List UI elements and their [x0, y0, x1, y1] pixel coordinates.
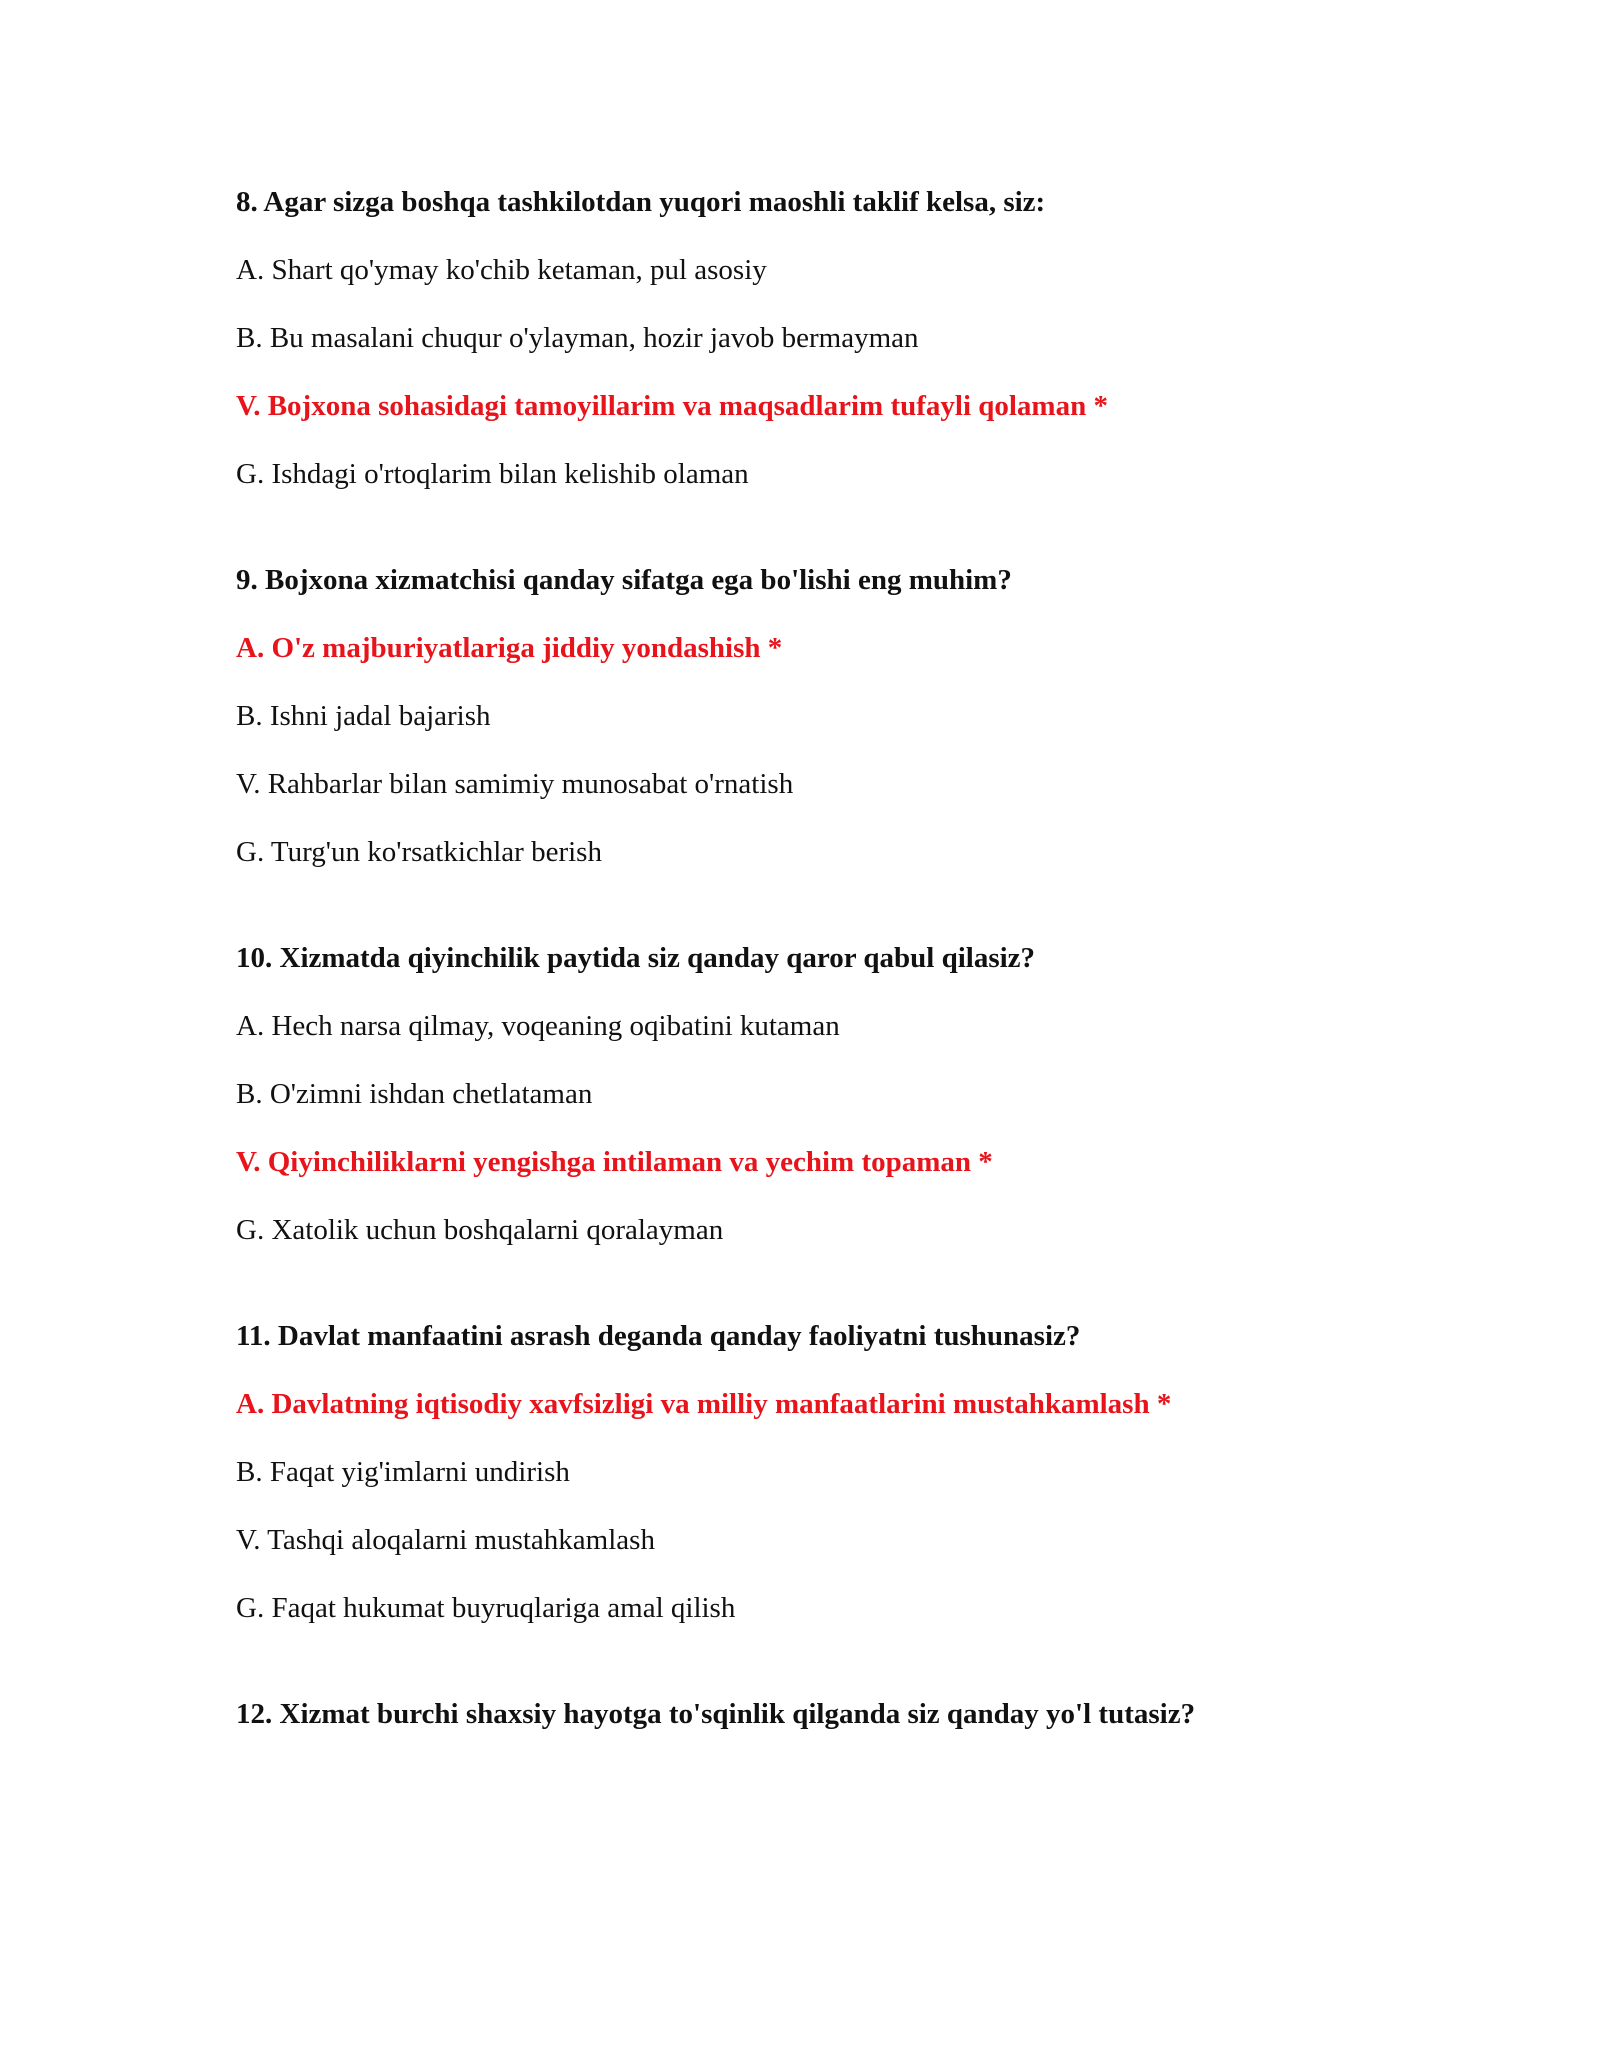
- answer-option: A. Hech narsa qilmay, voqeaning oqibatini kutaman: [236, 1010, 840, 1042]
- correct-answer-option: V. Qiyinchiliklarni yengishga intilaman va yechim topaman *: [236, 1146, 993, 1178]
- correct-answer-option: A. O'z majburiyatlariga jiddiy yondashish *: [236, 632, 783, 664]
- answer-option: A. Shart qo'ymay ko'chib ketaman, pul asosiy: [236, 254, 767, 286]
- document-page: [236, 182, 1416, 1800]
- answer-option: V. Rahbarlar bilan samimiy munosabat o'rnatish: [236, 768, 794, 800]
- question-title: 9. Bojxona xizmatchisi qanday sifatga ega bo'lishi eng muhim?: [236, 564, 1012, 596]
- correct-answer-option: V. Bojxona sohasidagi tamoyillarim va maqsadlarim tufayli qolaman *: [236, 390, 1108, 422]
- question-block: [236, 1316, 1416, 1628]
- question-title: 12. Xizmat burchi shaxsiy hayotga to'sqinlik qilganda siz qanday yo'l tutasiz?: [236, 1698, 1196, 1730]
- question-title: 8. Agar sizga boshqa tashkilotdan yuqori maoshli taklif kelsa, siz:: [236, 186, 1046, 218]
- answer-option: B. O'zimni ishdan chetlataman: [236, 1078, 593, 1110]
- question-block: [236, 182, 1416, 494]
- answer-option: V. Tashqi aloqalarni mustahkamlash: [236, 1524, 655, 1556]
- question-block: [236, 1694, 1416, 1734]
- answer-option: B. Faqat yig'imlarni undirish: [236, 1456, 570, 1488]
- answer-option: G. Ishdagi o'rtoqlarim bilan kelishib olaman: [236, 458, 749, 490]
- answer-option: B. Bu masalani chuqur o'ylayman, hozir javob bermayman: [236, 322, 919, 354]
- question-title: 11. Davlat manfaatini asrash deganda qanday faoliyatni tushunasiz?: [236, 1320, 1081, 1352]
- question-title: 10. Xizmatda qiyinchilik paytida siz qanday qaror qabul qilasiz?: [236, 942, 1036, 974]
- answer-option: G. Faqat hukumat buyruqlariga amal qilish: [236, 1592, 736, 1624]
- answer-option: G. Turg'un ko'rsatkichlar berish: [236, 836, 602, 868]
- answer-option: G. Xatolik uchun boshqalarni qoralayman: [236, 1214, 724, 1246]
- question-block: [236, 560, 1416, 872]
- correct-answer-option: A. Davlatning iqtisodiy xavfsizligi va milliy manfaatlarini mustahkamlash *: [236, 1388, 1172, 1420]
- answer-option: B. Ishni jadal bajarish: [236, 700, 491, 732]
- question-block: [236, 938, 1416, 1250]
